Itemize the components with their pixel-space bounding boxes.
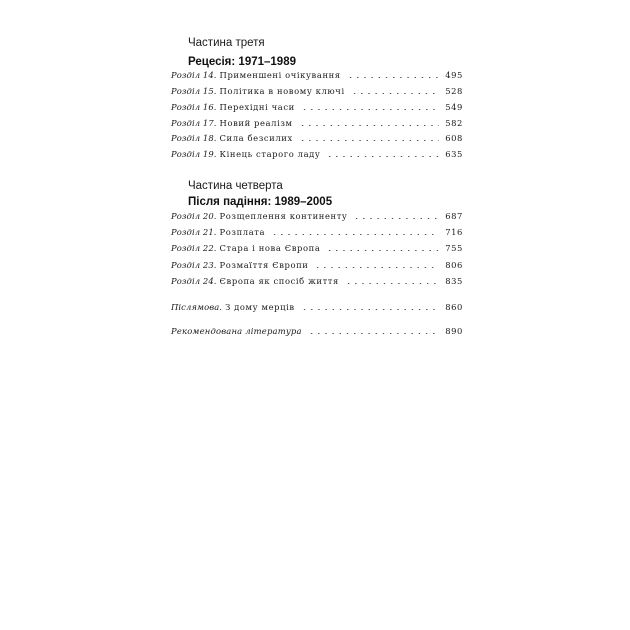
chapter-number: Розділ 19. — [171, 149, 217, 159]
toc-entry-chapter-14[interactable] — [171, 68, 463, 82]
part3-title: Рецесія: 1971–1989 — [188, 56, 296, 68]
chapter-number: Розділ 23. — [171, 260, 217, 270]
dot-leader — [308, 333, 440, 334]
afterword-title: З дому мерців — [225, 302, 295, 312]
chapter-number: Розділ 22. — [171, 243, 217, 253]
page-number: 716 — [445, 227, 463, 237]
chapter-title: Перехідні часи — [219, 102, 295, 112]
page-number: 608 — [445, 133, 463, 143]
chapter-title: Розщеплення континенту — [219, 211, 348, 221]
chapter-title: Кінець старого ладу — [219, 149, 321, 159]
dot-leader — [347, 77, 440, 78]
toc-entry-chapter-19[interactable] — [171, 147, 463, 161]
recommended-reading-title: Рекомендована література — [171, 326, 302, 336]
chapter-title: Розплата — [219, 227, 266, 237]
chapter-title: Політика в новому ключі — [219, 86, 345, 96]
toc-entry-chapter-15[interactable] — [171, 84, 463, 98]
toc-entry-recommended-reading[interactable] — [171, 324, 463, 338]
chapter-title: Применшені очікування — [219, 70, 341, 80]
toc-entry-chapter-21[interactable] — [171, 225, 463, 239]
toc-entry-chapter-16[interactable] — [171, 100, 463, 114]
page-number: 806 — [445, 260, 463, 270]
dot-leader — [271, 234, 439, 235]
chapter-title: Сила безсилих — [219, 133, 293, 143]
page-number: 582 — [445, 118, 463, 128]
dot-leader — [301, 109, 439, 110]
toc-entry-afterword[interactable] — [171, 300, 463, 314]
page-number: 528 — [445, 86, 463, 96]
chapter-number: Розділ 20. — [171, 211, 217, 221]
toc-entry-chapter-24[interactable] — [171, 274, 463, 288]
chapter-number: Розділ 21. — [171, 227, 217, 237]
page-number: 860 — [445, 302, 463, 312]
chapter-number: Розділ 16. — [171, 102, 217, 112]
toc-entry-chapter-23[interactable] — [171, 258, 463, 272]
page-number: 835 — [445, 276, 463, 286]
toc-entry-chapter-18[interactable] — [171, 131, 463, 145]
chapter-title: Розмаїття Європи — [219, 260, 309, 270]
page-number: 687 — [445, 211, 463, 221]
chapter-number: Розділ 17. — [171, 118, 217, 128]
chapter-title: Новий реалізм — [219, 118, 293, 128]
chapter-number: Розділ 18. — [171, 133, 217, 143]
dot-leader — [299, 125, 440, 126]
page-number: 549 — [445, 102, 463, 112]
part4-title: Після падіння: 1989–2005 — [188, 196, 333, 208]
dot-leader — [345, 283, 439, 284]
toc-entry-chapter-17[interactable] — [171, 116, 463, 130]
page-number: 890 — [445, 326, 463, 336]
page-number: 635 — [445, 149, 463, 159]
chapter-number: Розділ 14. — [171, 70, 217, 80]
dot-leader — [299, 140, 439, 141]
dot-leader — [326, 250, 439, 251]
dot-leader — [351, 93, 439, 94]
page-number: 495 — [445, 70, 463, 80]
dot-leader — [326, 156, 439, 157]
page-number: 755 — [445, 243, 463, 253]
chapter-number: Розділ 15. — [171, 86, 217, 96]
part3-label: Частина третя — [188, 37, 265, 49]
dot-leader — [353, 218, 439, 219]
chapter-number: Розділ 24. — [171, 276, 217, 286]
dot-leader — [301, 309, 440, 310]
chapter-title: Європа як спосіб життя — [219, 276, 339, 286]
dot-leader — [314, 267, 439, 268]
toc-entry-chapter-20[interactable] — [171, 209, 463, 223]
chapter-title: Стара і нова Європа — [219, 243, 321, 253]
afterword-label: Післямова. — [171, 302, 223, 312]
toc-entry-chapter-22[interactable] — [171, 241, 463, 255]
part4-label: Частина четверта — [188, 180, 283, 192]
